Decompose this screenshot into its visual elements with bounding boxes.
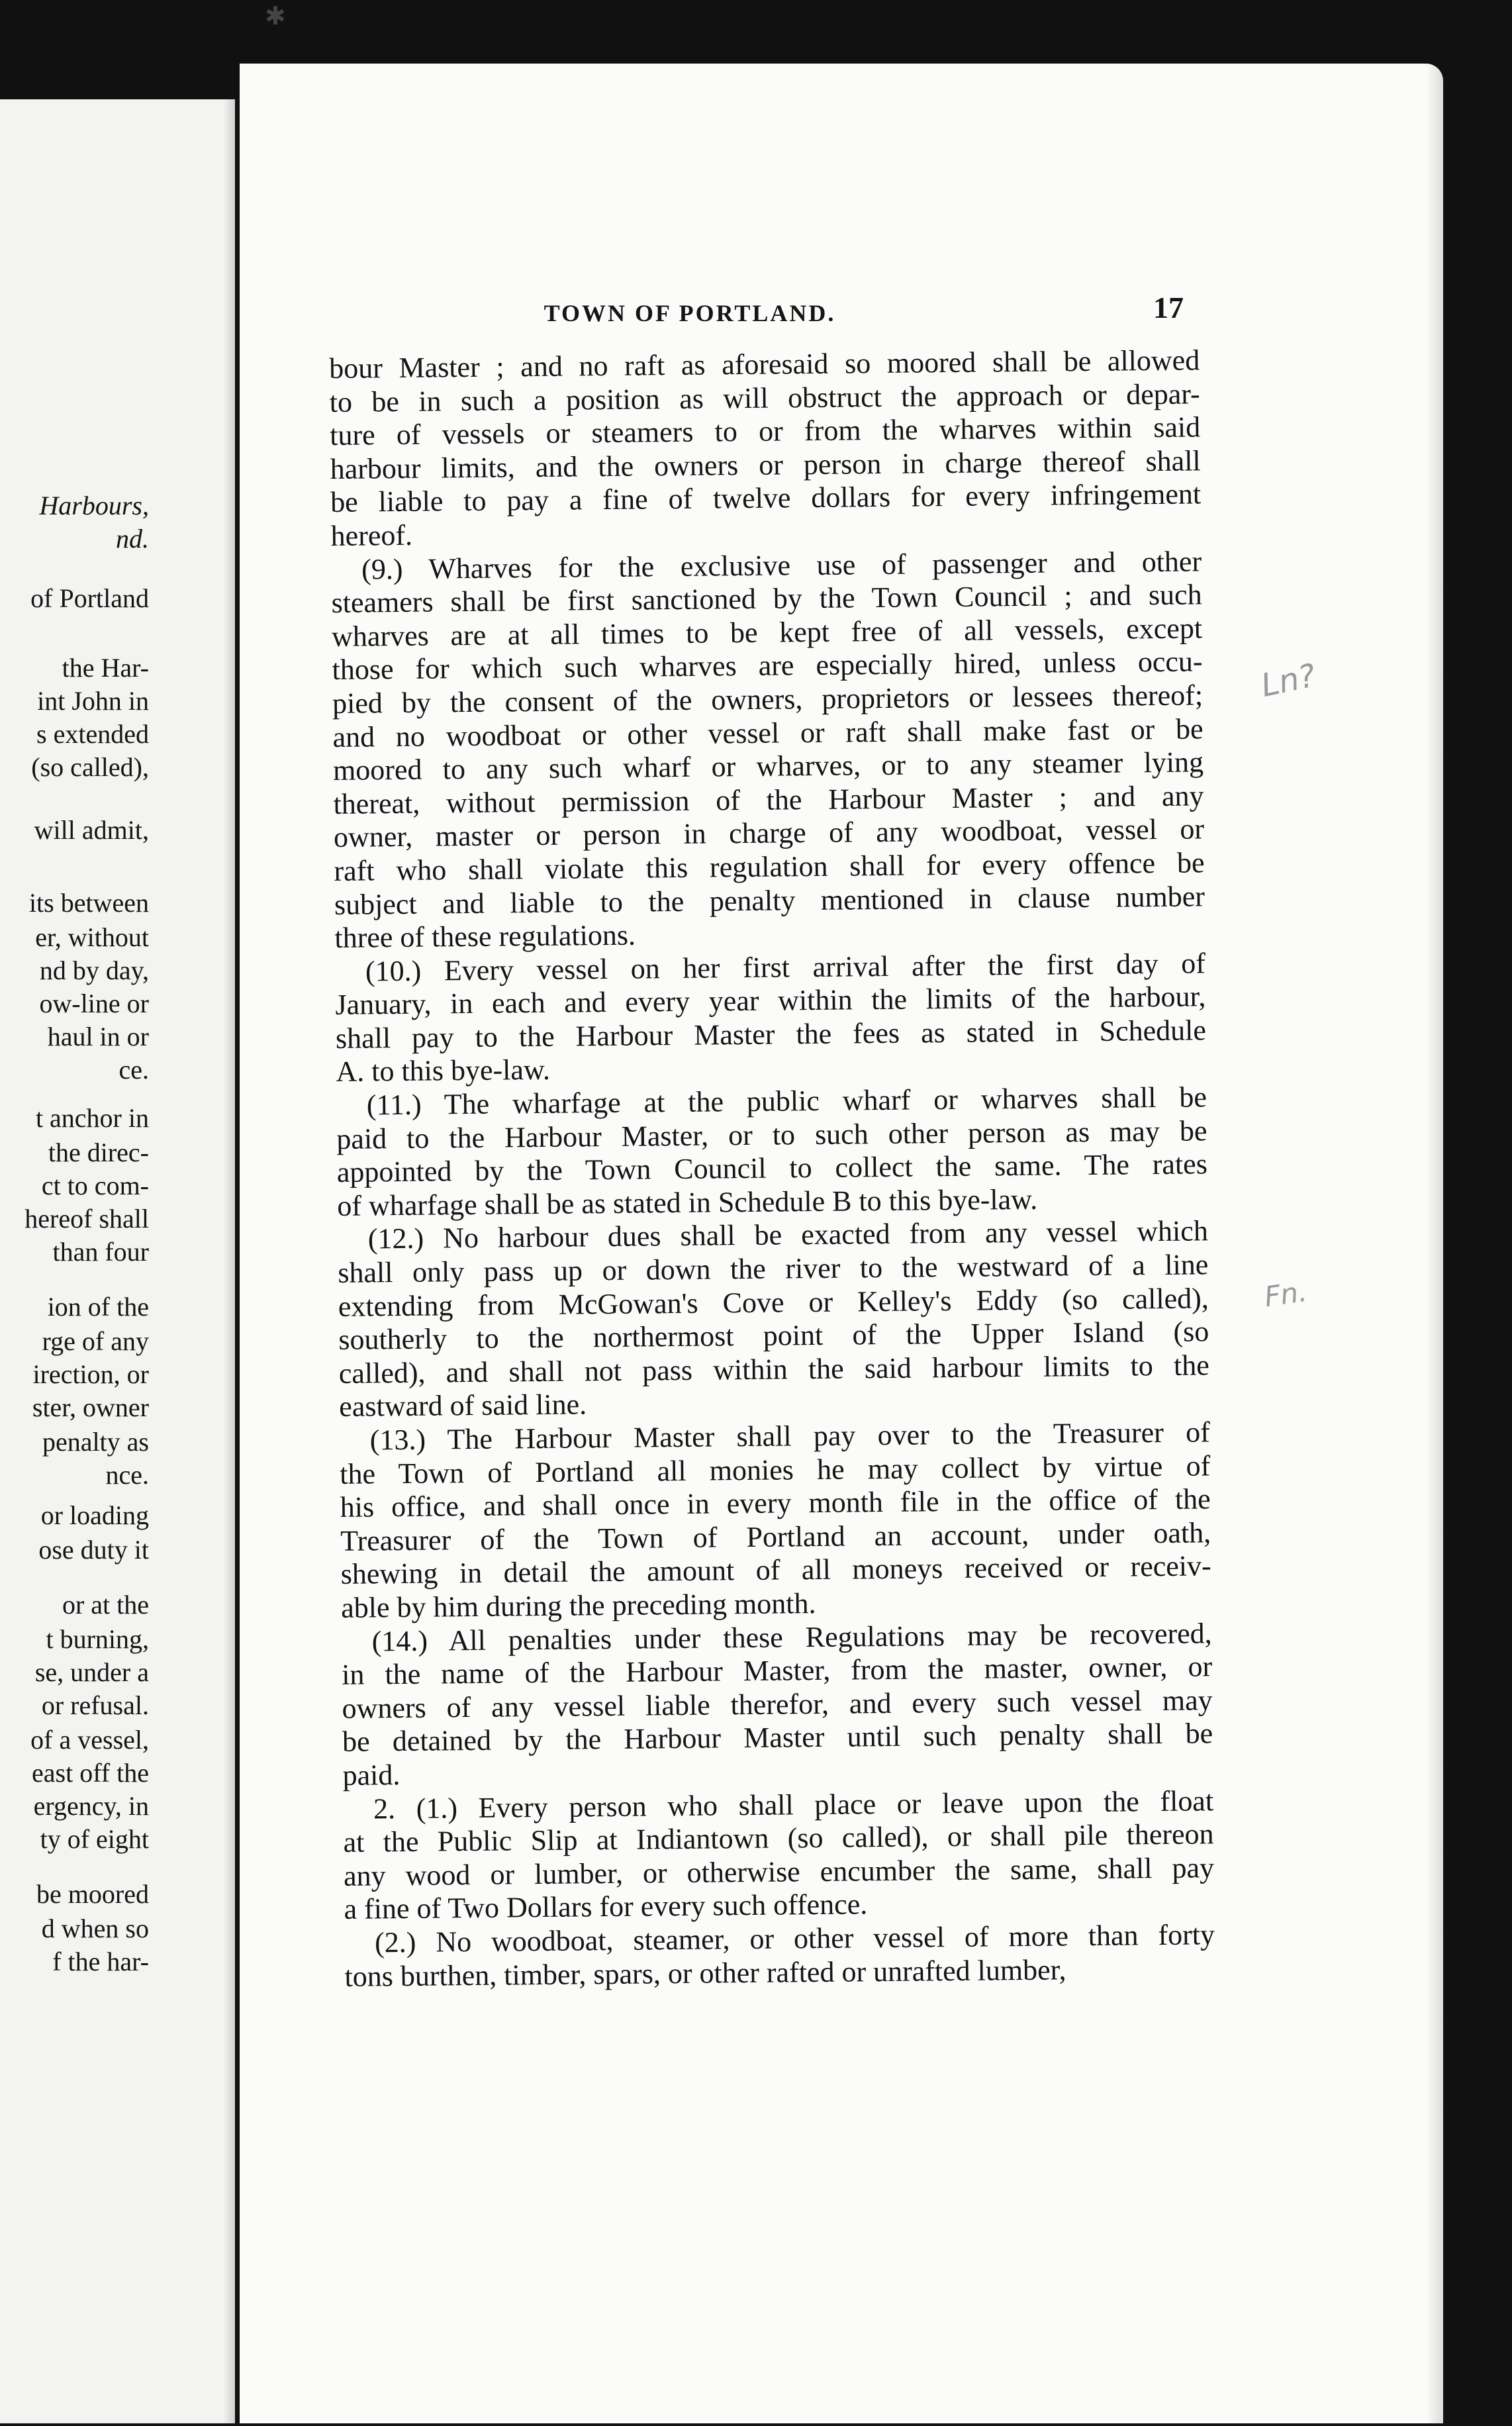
text-line: shewing in detail the amount of all moneys received or receiv- — [340, 1549, 1211, 1591]
left-page-line: ion of the — [47, 1292, 149, 1322]
gutter-shadow — [223, 99, 235, 2423]
text-line: (10.) Every vessel on her first arrival after the first day of — [365, 947, 1206, 988]
left-page-line: int John in — [37, 686, 149, 716]
left-page-line: than four — [52, 1237, 149, 1267]
left-page-line: s extended — [36, 719, 149, 749]
left-page-line: of a vessel, — [30, 1725, 149, 1755]
text-line: thereat, without permission of the Harbour Master ; and any — [333, 779, 1204, 820]
paragraph — [340, 1416, 1212, 1625]
text-line: eastward of said line. — [339, 1388, 587, 1424]
text-line: any wood or lumber, or otherwise encumber the same, shall pay — [343, 1851, 1215, 1892]
text-line: a fine of Two Dollars for every such offence. — [344, 1888, 868, 1926]
text-line: wharves are at all times to be kept free of all vessels, except — [331, 612, 1203, 653]
margin-note-2: Fn. — [1262, 1275, 1309, 1314]
left-page-line: ster, owner — [32, 1392, 149, 1422]
text-line: to be in such a position as will obstruct the approach or depar- — [329, 377, 1200, 418]
text-line: in the name of the Harbour Master, from the master, owner, or — [341, 1650, 1213, 1692]
left-page-line: nce. — [105, 1460, 149, 1490]
text-line: be detained by the Harbour Master until such penalty shall be — [342, 1717, 1213, 1759]
paragraph — [335, 947, 1207, 1089]
left-page-line: haul in or — [47, 1022, 149, 1051]
text-line: (14.) All penalties under these Regulations may be recovered, — [371, 1616, 1212, 1658]
text-line: appointed by the Town Council to collect the same. The rates — [336, 1147, 1208, 1189]
left-page-line: (so called), — [31, 752, 149, 782]
text-line: shall only pass up or down the river to the westward of a line — [338, 1248, 1209, 1289]
left-page-line: the direc- — [48, 1138, 149, 1167]
text-line: tons burthen, timber, spars, or other rafted or unrafted lumber, — [344, 1953, 1066, 1993]
left-page-line: d when so — [41, 1914, 149, 1943]
text-line: the Town of Portland all monies he may collect by virtue of — [340, 1449, 1211, 1490]
text-line: paid. — [342, 1759, 401, 1792]
text-line: A. to this bye-law. — [336, 1053, 551, 1089]
text-line: ture of vessels or steamers to or from the wharves within said — [329, 411, 1201, 452]
left-page-line: irection, or — [32, 1359, 149, 1389]
text-line: subject and liable to the penalty mentioned in clause number — [334, 879, 1205, 921]
text-line: (9.) Wharves for the exclusive use of passenger and other — [361, 544, 1202, 586]
left-page-line: its between — [28, 888, 149, 918]
text-line: extending from McGowan's Cove or Kelley's Eddy (so called), — [338, 1281, 1209, 1323]
margin-note-1: Ln? — [1258, 657, 1319, 704]
paragraph — [338, 1215, 1210, 1424]
text-line: of wharfage shall be as stated in Schedule B to this bye-law. — [337, 1183, 1038, 1222]
text-line: January, in each and every year within the limits of the harbour, — [335, 980, 1206, 1022]
left-page-line: ct to com- — [41, 1171, 149, 1200]
text-line: called), and shall not pass within the said harbour limits to the — [338, 1349, 1209, 1390]
text-line: steamers shall be first sanctioned by the Town Council ; and such — [331, 578, 1202, 620]
paragraph — [336, 1081, 1208, 1223]
left-page-line: ergency, in — [33, 1791, 149, 1821]
text-line: owners of any vessel liable therefor, and every such vessel may — [342, 1684, 1213, 1725]
left-page-line: penalty as — [42, 1427, 149, 1457]
text-line: (12.) No harbour dues shall be exacted from any vessel which — [367, 1214, 1209, 1255]
left-page-line: ow-line or — [39, 989, 149, 1018]
text-line: raft who shall violate this regulation shall for every offence be — [334, 846, 1205, 887]
text-line: 2. (1.) Every person who shall place or leave upon the float — [373, 1784, 1214, 1825]
text-line: owner, master or person in charge of any woodboat, vessel or — [333, 812, 1205, 854]
left-page-line: t anchor in — [35, 1103, 149, 1133]
left-page-line: nd by day, — [39, 955, 149, 985]
left-page-line: be moored — [36, 1879, 149, 1909]
left-page-line: ose duty it — [38, 1535, 149, 1565]
left-page-line: east off the — [32, 1758, 149, 1788]
text-line: three of these regulations. — [334, 918, 636, 955]
text-line: shall pay to the Harbour Master the fees as stated in Schedule — [335, 1014, 1207, 1055]
left-page-line: ty of eight — [40, 1824, 149, 1854]
text-line: be liable to pay a fine of twelve dollars for every infringement — [330, 477, 1202, 519]
text-line: Treasurer of the Town of Portland an account, under oath, — [340, 1516, 1211, 1557]
paragraph — [343, 1784, 1215, 1927]
text-line: southerly to the northermost point of the Upper Island (so — [338, 1315, 1209, 1357]
paragraph — [344, 1918, 1215, 1994]
text-line: moored to any such wharf or wharves, or to any steamer lying — [332, 746, 1204, 787]
paragraph — [341, 1617, 1213, 1793]
left-page-line: se, under a — [34, 1657, 149, 1687]
text-line: (2.) No woodboat, steamer, or other vessel of more than forty — [374, 1918, 1215, 1959]
left-page-line: f the har- — [52, 1947, 149, 1976]
text-line: able by him during the preceding month. — [340, 1586, 816, 1624]
page-edge-shadow — [1426, 64, 1443, 2423]
text-line: and no woodboat or other vessel or raft shall make fast or be — [332, 712, 1204, 753]
left-page-line: the Har- — [62, 653, 149, 683]
left-page-line: of Portland — [30, 583, 149, 613]
paragraph — [331, 545, 1205, 955]
text-line: bour Master ; and no raft as aforesaid so moored shall be allowed — [329, 344, 1200, 385]
left-page-line: nd. — [116, 524, 149, 554]
text-line: harbour limits, and the owners or person in charge thereof shall — [330, 444, 1201, 485]
text-line: his office, and shall once in every month file in the office of the — [340, 1482, 1211, 1524]
left-page-line: Harbours, — [39, 491, 149, 520]
left-page-line: or loading — [40, 1500, 149, 1530]
text-line: those for which such wharves are especially hired, unless occu- — [332, 645, 1203, 687]
scan-speck: ✱ — [265, 1, 286, 30]
left-page-line: rge of any — [42, 1326, 149, 1356]
left-page-line: or at the — [62, 1590, 149, 1620]
left-page-line: will admit, — [34, 815, 149, 845]
text-line: at the Public Slip at Indiantown (so called), or shall pile thereon — [343, 1818, 1214, 1859]
left-page-fragment — [0, 99, 235, 2423]
text-line: (13.) The Harbour Master shall pay over to the Treasurer of — [369, 1416, 1210, 1457]
left-page-line: er, without — [35, 922, 149, 952]
running-head: TOWN OF PORTLAND. — [543, 300, 836, 326]
text-line: paid to the Harbour Master, or to such other person as may be — [336, 1114, 1207, 1155]
left-page-line: t burning, — [46, 1624, 149, 1654]
left-page-line: ce. — [118, 1055, 149, 1085]
text-line: pied by the consent of the owners, proprietors or lessees thereof; — [332, 679, 1204, 720]
text-line: hereof. — [330, 518, 413, 552]
left-page-line: or refusal. — [41, 1690, 149, 1720]
page-number: 17 — [1153, 291, 1184, 324]
left-page-line: hereof shall — [24, 1204, 149, 1234]
paragraph — [329, 344, 1202, 553]
body-text — [329, 344, 1215, 1994]
text-line: (11.) The wharfage at the public wharf or wharves shall be — [366, 1081, 1207, 1122]
